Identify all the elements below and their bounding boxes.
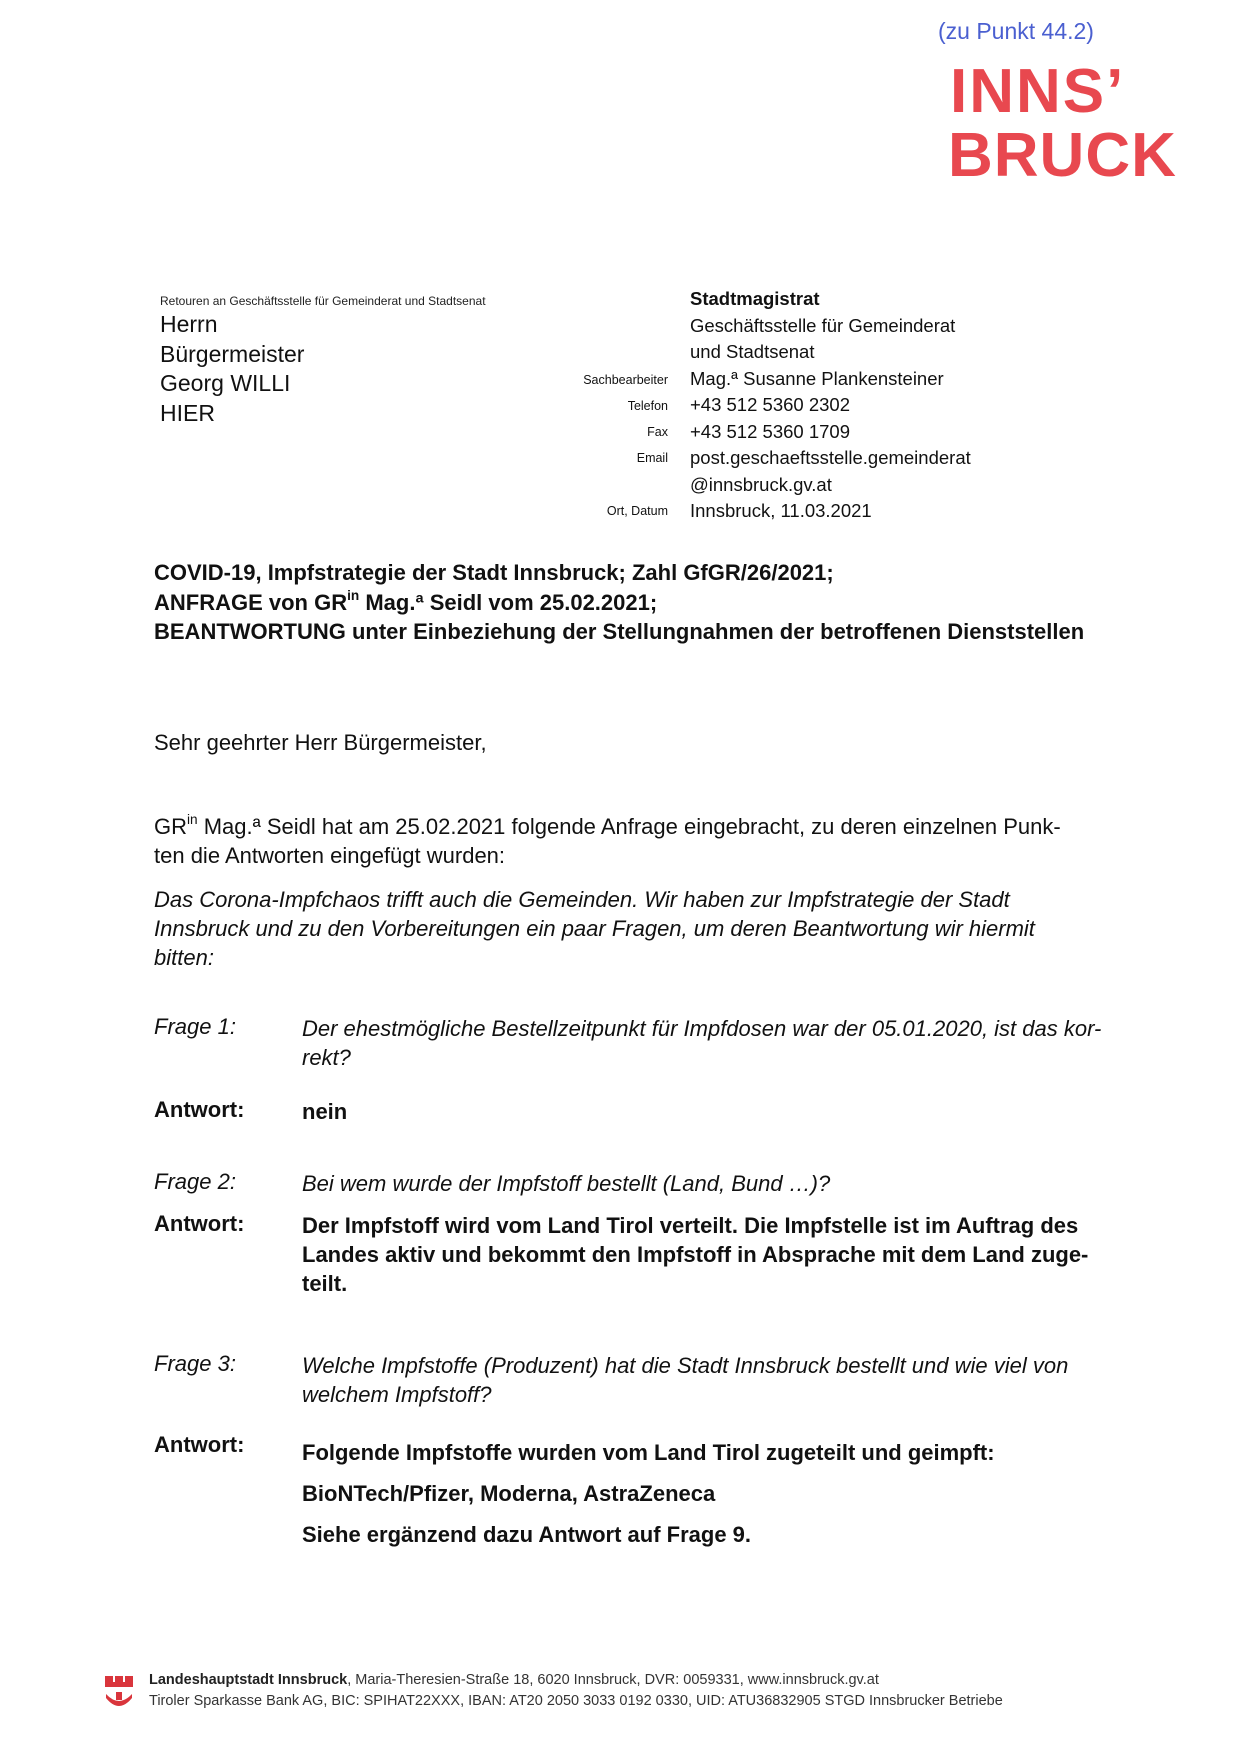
question-label: Frage 1: (154, 1014, 236, 1039)
letter-footer (104, 1672, 1104, 1720)
sender-department: Geschäftsstelle für Gemeinderat (690, 314, 956, 336)
question-label: Frage 2: (154, 1169, 236, 1194)
telefon-label: Telefon (627, 399, 668, 413)
answer-text: Folgende Impfstoffe wurden vom Land Tirol zugeteilt und geimpft: BioNTech/Pfizer, Moderna, AstraZeneca Siehe ergänzend dazu Antwort auf Frage 9. (302, 1440, 995, 1547)
question-text: Welche Impfstoffe (Produzent) hat die Stadt Innsbruck bestellt und wie viel von welchem Impfstoff? (302, 1353, 1069, 1407)
answer-text: nein (302, 1099, 348, 1124)
recipient-line: Georg WILLI (160, 370, 291, 396)
recipient-line: Herrn (160, 311, 218, 337)
recipient-line: Bürgermeister (160, 340, 305, 367)
agenda-reference: (zu Punkt 44.2) (938, 18, 1094, 44)
logo-text-line1: INNS’ (950, 57, 1126, 126)
sender-details (690, 286, 971, 525)
footer-bank-line: Tiroler Sparkasse Bank AG, BIC: SPIHAT22XXX, IBAN: AT20 2050 3033 0192 0330, UID: ATU36832905 STGD Innsbrucker Betriebe (149, 1693, 1003, 1709)
subject-line: COVID-19, Impfstrategie der Stadt Innsbruck; Zahl GfGR/26/2021; (154, 560, 834, 585)
sachbearbeiter-label: Sachbearbeiter (583, 373, 668, 387)
sachbearbeiter-value: Mag.ª Susanne Plankensteiner (690, 367, 944, 389)
telefon-value: +43 512 5360 2302 (690, 394, 850, 415)
subject-line: ANFRAGE von $GR^{in}$ Mag.ª Seidl vom 25.02.2021; (154, 587, 658, 615)
answer-text: Der Impfstoff wird vom Land Tirol verteilt. Die Impfstelle ist im Auftrag des Landes aktiv und bekommt den Impfstoff in Absprache mit dem Land zuge- teilt. (302, 1213, 1089, 1296)
email-value: @innsbruck.gv.at (690, 473, 832, 495)
question-label: Frage 3: (154, 1351, 236, 1376)
answer-label: Antwort: (154, 1097, 245, 1122)
recipient-address (160, 310, 304, 428)
answer-label: Antwort: (154, 1211, 245, 1236)
subject-line: BEANTWORTUNG unter Einbeziehung der Stellungnahmen der betroffenen Dienststellen (154, 619, 1085, 644)
answer-label: Antwort: (154, 1432, 245, 1457)
logo-text-line2: BRUCK (948, 121, 1177, 184)
fax-label: Fax (647, 425, 668, 439)
sender-department: und Stadtsenat (690, 341, 815, 362)
email-label: Email (636, 451, 668, 465)
ort-datum-value: Innsbruck, 11.03.2021 (690, 500, 872, 521)
ort-datum-label: Ort, Datum (606, 504, 668, 518)
return-address-line: Retouren an Geschäftsstelle für Gemeinderat und Stadtsenat (160, 294, 486, 308)
letter-subject (154, 558, 1084, 647)
innsbruck-logo (948, 54, 1198, 184)
recipient-line: HIER (160, 399, 215, 426)
footer-address-line: Landeshauptstadt Innsbruck, Maria-Theresien-Straße 18, 6020 Innsbruck, DVR: 0059331, www.innsbruck.gv.at (149, 1672, 879, 1688)
question-text: Bei wem wurde der Impfstoff bestellt (Land, Bund …)? (302, 1171, 831, 1196)
sender-organisation: Stadtmagistrat (690, 288, 820, 309)
salutation: Sehr geehrter Herr Bürgermeister, (154, 730, 487, 755)
fax-value: +43 512 5360 1709 (690, 420, 850, 442)
inquiry-quote: Das Corona-Impfchaos trifft auch die Gemeinden. Wir haben zur Impfstrategie der Stadt Innsbruck und zu den Vorbereitungen ein paar Fragen, um deren Beantwortung wir hiermit bitten: (154, 887, 1035, 970)
city-emblem-icon (104, 1674, 134, 1712)
email-value: post.geschaeftsstelle.gemeinderat (690, 447, 971, 468)
question-text: Der ehestmögliche Bestellzeitpunkt für Impfdosen war der 05.01.2020, ist das kor- rekt? (302, 1016, 1102, 1070)
intro-paragraph: $GR^{in}$ Mag.ª Seidl hat am 25.02.2021 folgende Anfrage eingebracht, zu deren einzelnen Punk- ten die Antworten eingefügt wurden: (154, 812, 1061, 868)
